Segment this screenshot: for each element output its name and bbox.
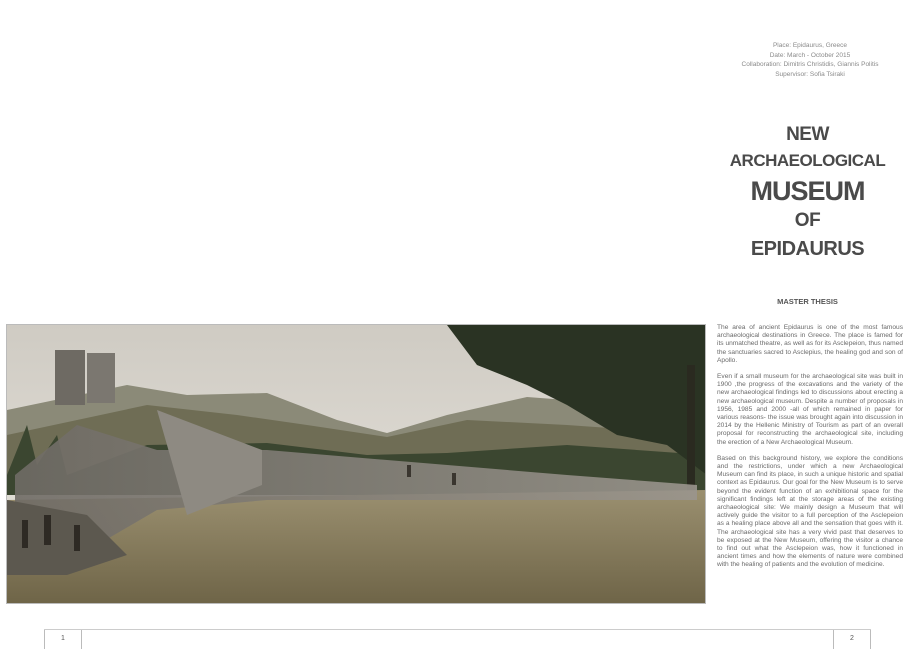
title-line-4: OF (794, 210, 821, 231)
description-text (717, 324, 903, 578)
project-credits (735, 41, 885, 79)
credit-date: Date: March - October 2015 (769, 51, 851, 59)
page-footer (44, 629, 871, 648)
title-line-1: NEW (786, 124, 829, 145)
credit-collaboration: Collaboration: Dimitris Christidis, Giannis Politis (741, 61, 879, 69)
project-title (715, 122, 900, 264)
title-line-3: MUSEUM (750, 176, 865, 206)
page-number-left: 1 (44, 630, 82, 649)
subtitle: MASTER THESIS (777, 297, 838, 306)
paragraph-3: Based on this background history, we explore the conditions and the restrictions, under which a new Archaeological Museum can find its place, in such a unique historic and spatial context as Epidaurus. Our goal for the New Museum is to serve beyond the evident function of an exhibitional space for the significant findings left at the storage areas of the existing archaeological site: We mainly design a Museum that will actively guide the visitor to a full perception of the Asclepeion as a healing place above all and the sensation that goes with it. The archaeological site has a very vivid past that deserves to be exposed at the New Museum, offering the visitor a chance to find out what the Asclepeion was, how it functioned in ancient times and how the elements of nature were combined with the healing of patients and the evolution of medicine. (717, 454, 903, 569)
page-number-right: 2 (833, 630, 871, 649)
title-line-5: EPIDAURUS (750, 238, 865, 260)
paragraph-1: The area of ancient Epidaurus is one of the most famous archaeological destinations in Greece. The place is famed for its unmatched theatre, as well as for its Asclepeion, thus named the sanctuaries sacred to Asclepius, the healing god and son of Apollo. (717, 324, 903, 364)
render-illustration (7, 325, 706, 604)
museum-render-image (6, 324, 706, 604)
title-line-2: ARCHAEOLOGICAL (729, 151, 886, 170)
credit-supervisor: Supervisor: Sofia Tsiraki (775, 70, 845, 78)
paragraph-2: Even if a small museum for the archaeological site was built in 1900 ,the progress of the excavations and the variety of the new archaeological findings led to discussions about erecting a new archaeological museum. Despite a number of proposals in 1956, 1985 and 2000 -all of which remained in paper for various reasons- the issue was brought again into discussion in 2014 by the Hellenic Ministry of Tourism as part of an overall proposal for reconstructing the archaeological site, including the erection of a New Archaeological Museum. (717, 373, 903, 446)
credit-place: Place: Epidaurus, Greece (772, 42, 848, 49)
